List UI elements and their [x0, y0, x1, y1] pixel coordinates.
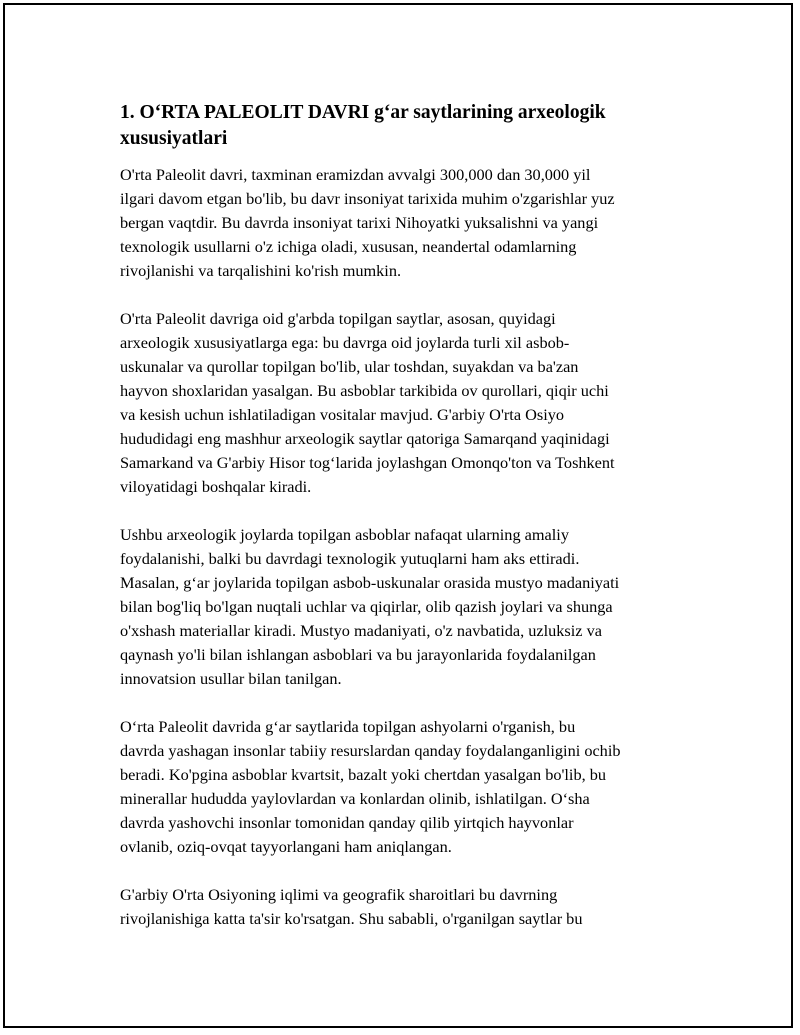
paragraph-2: O'rta Paleolit davriga oid g'arbda topilgan saytlar, asosan, quyidagi arxeologik xususiyatlarga ega: bu davrga oid joylarda turli xil asbob- uskunalar va qurollar topilgan bo'lib, ular toshdan, suyakdan va ba'zan hayvon shoxlaridan yasalgan. Bu asboblar tarkibida ov qurollari, qiqir uchi va kesish uchun ishlatiladigan vositalar mavjud. G'arbiy O'rta Osiyo hududidagi eng mashhur arxeologik saytlar qatoriga Samarqand yaqinidagi Samarkand va G'arbiy Hisor tog‘larida joylashgan Omonqo'ton va Toshkent viloyatidagi boshqalar kiradi. [120, 309, 615, 496]
section-heading: 1. O‘RTA PALEOLIT DAVRI g‘ar saytlarining arxeologik xususiyatlari [120, 102, 606, 149]
paragraph-3: Ushbu arxeologik joylarda topilgan asboblar nafaqat ularning amaliy foydalanishi, balki bu davrdagi texnologik yutuqlarni ham aks ettiradi. Masalan, g‘ar joylarida topilgan asbob-uskunalar orasida mustyo madaniyati bilan bog'liq bo'lgan nuqtali uchlar va qiqirlar, olib qazish joylari va shunga o'xshash materiallar kiradi. Mustyo madaniyati, o'z navbatida, uzluksiz va qaynash yo'li bilan ishlangan asboblari va bu jarayonlarida foydalanilgan innovatsion usullar bilan tanilgan. [120, 525, 620, 688]
page-content [120, 100, 700, 955]
document-page [3, 3, 793, 1028]
paragraph-1: O'rta Paleolit davri, taxminan eramizdan avvalgi 300,000 dan 30,000 yil ilgari davom etgan bo'lib, bu davr insoniyat tarixida muhim o'zgarishlar yuz bergan vaqtdir. Bu davrda insoniyat tarixi Nihoyatki yuksalishni va yangi texnologik usullarni o'z ichiga oladi, xususan, neandertal odamlarning rivojlanishi va tarqalishini ko'rish mumkin. [120, 165, 615, 280]
paragraph-4: O‘rta Paleolit davrida g‘ar saytlarida topilgan ashyolarni o'rganish, bu davrda yashagan insonlar tabiiy resurslardan qanday foydalanganligini ochib beradi. Ko'pgina asboblar kvartsit, bazalt yoki chertdan yasalgan bo'lib, bu minerallar hududda yaylovlardan va konlardan olinib, ishlatilgan. O‘sha davrda yashovchi insonlar tomonidan qanday qilib yirtqich hayvonlar ovlanib, oziq-ovqat tayyorlangani ham aniqlangan. [120, 717, 621, 856]
paragraph-5: G'arbiy O'rta Osiyoning iqlimi va geografik sharoitlari bu davrning rivojlanishiga katta ta'sir ko'rsatgan. Shu sababli, o'rganilgan saytlar bu [120, 885, 583, 928]
